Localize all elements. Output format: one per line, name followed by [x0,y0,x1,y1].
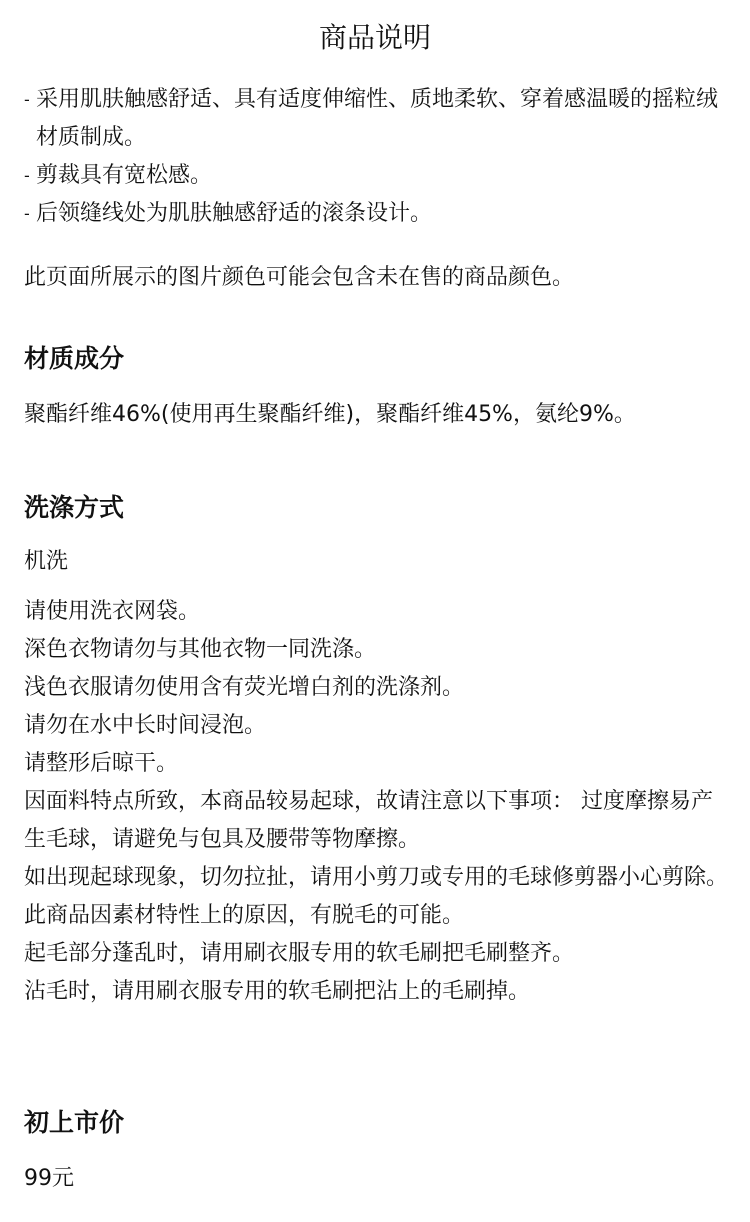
wash-item: 深色衣物请勿与其他衣物一同洗涤。 [24,637,377,662]
wash-item: 起毛部分蓬乱时，请用刷衣服专用的软毛刷把毛刷整齐。 [24,941,575,966]
feature-text: 采用肌肤触感舒适、具有适度伸缩性、质地柔软、穿着感温暖的摇粒绒材质制成。 [36,87,719,150]
wash-item: 请整形后晾干。 [24,751,179,776]
price-value: 99元 [24,1166,74,1191]
wash-item: 请勿在水中长时间浸泡。 [24,713,267,738]
feature-item [24,195,728,233]
bullet-dash: - [24,204,30,223]
wash-item: 沾毛时，请用刷衣服专用的软毛刷把沾上的毛刷掉。 [24,979,531,1004]
bullet-dash: - [24,166,30,185]
feature-item [24,81,728,157]
bullet-dash: - [24,90,30,109]
wash-item: 浅色衣服请勿使用含有荧光增白剂的洗涤剂。 [24,675,465,700]
wash-item: 此商品因素材特性上的原因，有脱毛的可能。 [24,903,465,928]
color-note: 此页面所展示的图片颜色可能会包含未在售的商品颜色。 [24,265,575,290]
feature-text: 后领缝线处为肌肤触感舒适的滚条设计。 [36,201,433,226]
page-title: 商品说明 [318,21,431,54]
material-heading: 材质成分 [24,344,125,373]
price-heading: 初上市价 [24,1108,125,1137]
wash-heading: 洗涤方式 [24,493,125,522]
feature-text: 剪裁具有宽松感。 [36,163,213,188]
material-text: 聚酯纤维46%(使用再生聚酯纤维)，聚酯纤维45%，氨纶9%。 [24,402,636,427]
wash-item: 因面料特点所致，本商品较易起球，故请注意以下事项： 过度摩擦易产生毛球，请避免与包具及腰带等物摩擦。 [24,789,713,852]
feature-list [24,81,728,233]
wash-item: 请使用洗衣网袋。 [24,599,201,624]
wash-item: 如出现起球现象，切勿拉扯，请用小剪刀或专用的毛球修剪器小心剪除。 [24,865,729,890]
feature-item [24,157,728,195]
wash-instructions [24,593,728,1011]
wash-method: 机洗 [24,549,69,574]
